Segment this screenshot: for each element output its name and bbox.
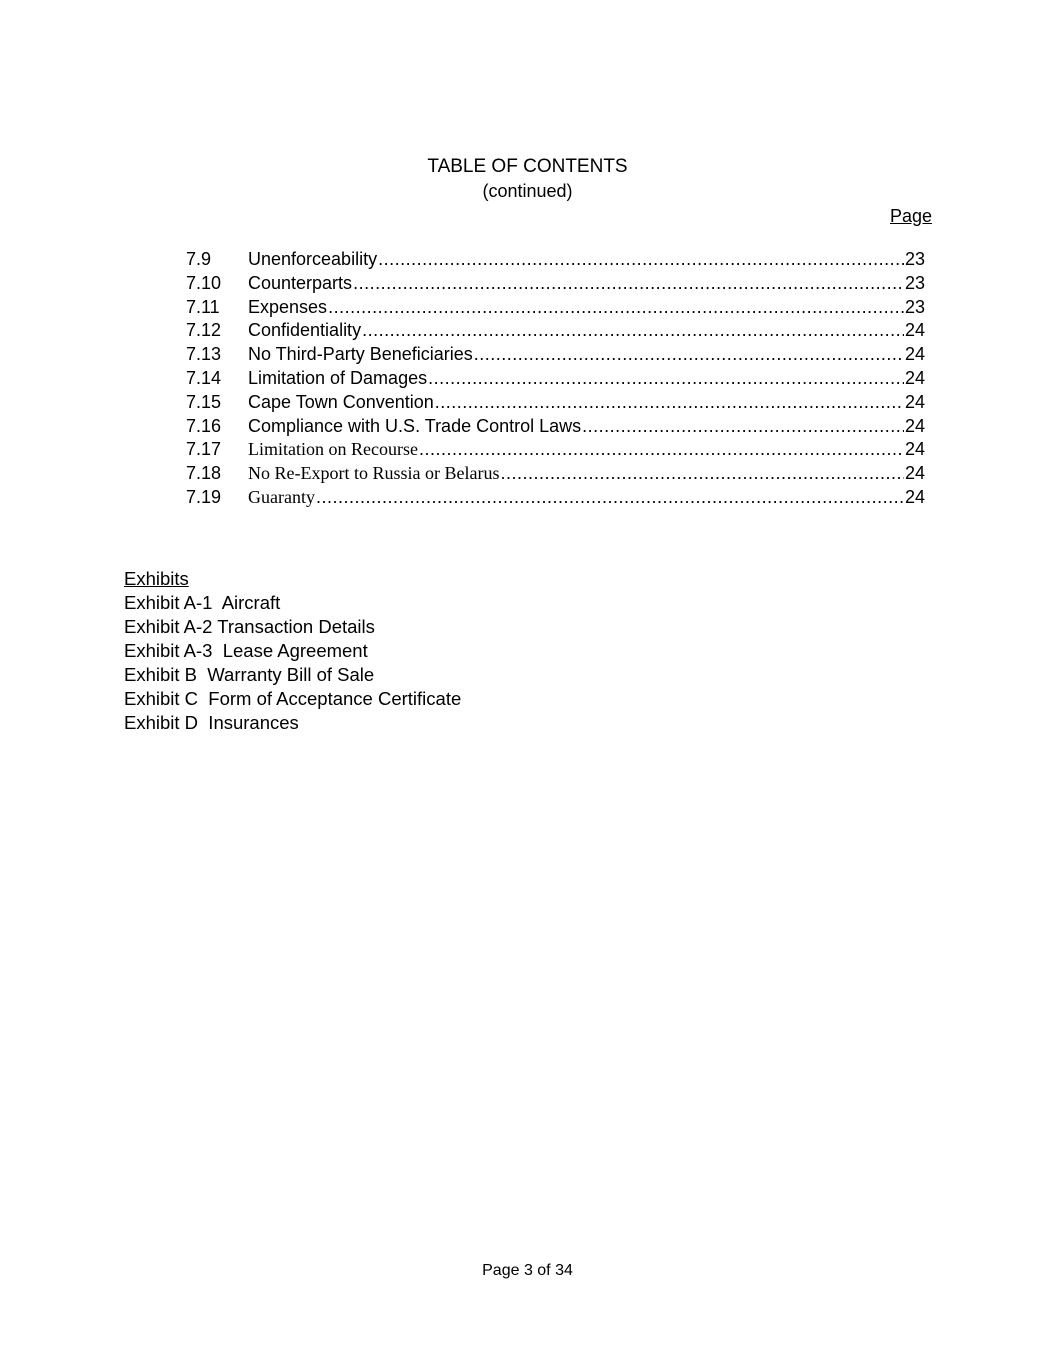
toc-entry[interactable] [186, 462, 925, 486]
toc-entry-number: 7.18 [186, 463, 222, 484]
toc-entry[interactable] [186, 415, 925, 439]
toc-dot-leader [362, 319, 904, 343]
toc-title: TABLE OF CONTENTS [427, 156, 628, 177]
toc-entry-title[interactable]: No Re-Export to Russia or Belarus [248, 463, 500, 484]
exhibit-item[interactable]: Exhibit D Insurances [124, 712, 299, 733]
toc-entry-page: 24 [904, 463, 925, 484]
toc-list [186, 248, 925, 510]
toc-entry-number: 7.10 [186, 272, 222, 293]
toc-entry-page: 23 [904, 249, 925, 269]
exhibits-heading: Exhibits [124, 568, 189, 589]
toc-entry-number: 7.16 [186, 415, 222, 436]
toc-entry-number: 7.19 [186, 486, 222, 507]
toc-entry-title[interactable]: Expenses [248, 296, 328, 317]
toc-entry[interactable] [186, 319, 925, 343]
exhibits-section [124, 567, 461, 735]
toc-entry-title[interactable]: Compliance with U.S. Trade Control Laws [248, 415, 582, 436]
toc-entry-title[interactable]: Cape Town Convention [248, 391, 434, 412]
page-footer: Page 3 of 34 [482, 1262, 573, 1279]
toc-dot-leader [428, 367, 904, 391]
toc-entry-number: 7.9 [186, 249, 212, 269]
toc-entry-page: 24 [904, 367, 925, 388]
toc-entry[interactable] [186, 367, 925, 391]
toc-entry-page: 24 [904, 415, 925, 436]
toc-entry-page: 23 [904, 272, 925, 293]
toc-entry-number: 7.14 [186, 367, 222, 388]
toc-entry-title[interactable]: Unenforceability [248, 249, 378, 269]
toc-entry-number: 7.11 [186, 296, 220, 317]
toc-entry-title[interactable]: Counterparts [248, 272, 353, 293]
toc-entry-page: 24 [904, 486, 925, 507]
toc-entry[interactable] [186, 272, 925, 296]
toc-entry-page: 24 [904, 320, 925, 341]
toc-entry-page: 23 [904, 296, 925, 317]
exhibit-item[interactable]: Exhibit A-1 Aircraft [124, 592, 281, 613]
toc-entry-title[interactable]: Limitation on Recourse [248, 439, 418, 460]
toc-entry-page: 24 [904, 391, 925, 412]
toc-entry-title[interactable]: No Third-Party Beneficiaries [248, 344, 473, 365]
toc-entry-number: 7.17 [186, 439, 222, 460]
toc-dot-leader [435, 391, 904, 415]
toc-entry-number: 7.13 [186, 344, 222, 365]
toc-entry[interactable] [186, 438, 925, 462]
toc-entry[interactable] [186, 343, 925, 367]
exhibit-item[interactable]: Exhibit C Form of Acceptance Certificate [124, 688, 462, 709]
toc-dot-leader [474, 343, 904, 367]
toc-entry-title[interactable]: Guaranty [248, 486, 315, 507]
toc-dot-leader [316, 486, 904, 510]
page-column-header: Page [889, 206, 932, 226]
toc-entry-number: 7.15 [186, 391, 222, 412]
toc-entry[interactable] [186, 486, 925, 510]
exhibit-item[interactable]: Exhibit B Warranty Bill of Sale [124, 664, 375, 685]
toc-subtitle: (continued) [482, 181, 573, 201]
toc-entry[interactable] [186, 248, 925, 272]
toc-dot-leader [328, 296, 904, 320]
toc-entry-number: 7.12 [186, 320, 222, 341]
toc-entry-page: 24 [904, 439, 925, 460]
exhibit-item[interactable]: Exhibit A-2 Transaction Details [124, 616, 375, 637]
toc-dot-leader [582, 415, 904, 439]
toc-dot-leader [353, 272, 904, 296]
exhibit-item[interactable]: Exhibit A-3 Lease Agreement [124, 640, 368, 661]
toc-dot-leader [500, 462, 904, 486]
toc-entry[interactable] [186, 296, 925, 320]
toc-entry-title[interactable]: Confidentiality [248, 320, 362, 341]
toc-entry-page: 24 [904, 344, 925, 365]
toc-dot-leader [378, 248, 904, 272]
toc-entry[interactable] [186, 391, 925, 415]
toc-dot-leader [419, 438, 904, 462]
toc-entry-title[interactable]: Limitation of Damages [248, 367, 428, 388]
